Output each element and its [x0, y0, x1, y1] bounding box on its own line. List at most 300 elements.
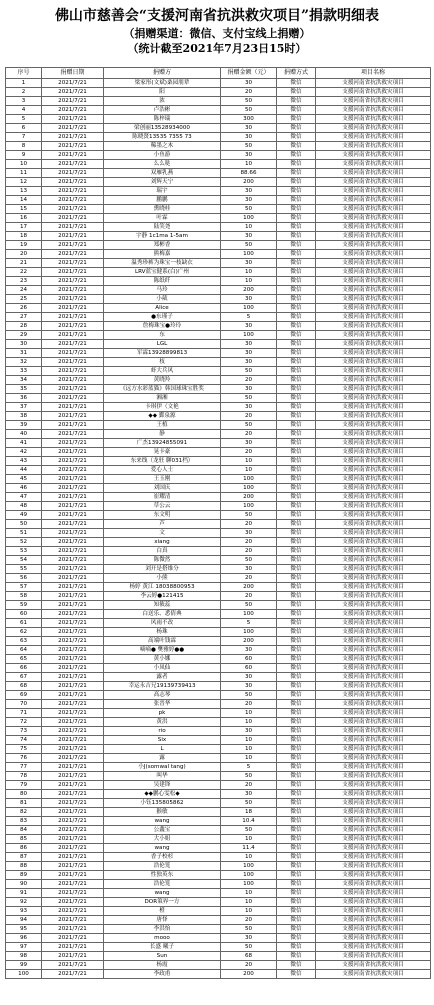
table-row [6, 277, 431, 286]
cell-method: 微信 [277, 655, 316, 664]
cell-method: 微信 [277, 538, 316, 547]
cell-index: 10 [6, 160, 42, 169]
table-row [6, 223, 431, 232]
cell-donor: 王玉刚 [104, 475, 221, 484]
cell-donor: 李云婷●121415 [104, 592, 221, 601]
cell-amount: 50 [221, 826, 277, 835]
cell-index: 78 [6, 772, 42, 781]
cell-project: 支援河南省抗洪救灾项目 [316, 961, 431, 970]
cell-date: 2021/7/21 [42, 394, 104, 403]
cell-project: 支援河南省抗洪救灾项目 [316, 619, 431, 628]
cell-date: 2021/7/21 [42, 601, 104, 610]
cell-method: 微信 [277, 448, 316, 457]
cell-project: 支援河南省抗洪救灾项目 [316, 106, 431, 115]
cell-project: 支援河南省抗洪救灾项目 [316, 745, 431, 754]
cell-method: 微信 [277, 691, 316, 700]
cell-amount: 10 [221, 709, 277, 718]
table-row [6, 385, 431, 394]
cell-method: 微信 [277, 313, 316, 322]
cell-donor: 张晋华 [104, 700, 221, 709]
cell-date: 2021/7/21 [42, 880, 104, 889]
cell-date: 2021/7/21 [42, 295, 104, 304]
cell-index: 20 [6, 250, 42, 259]
cell-project: 支援河南省抗洪救灾项目 [316, 115, 431, 124]
cell-date: 2021/7/21 [42, 718, 104, 727]
cell-donor: 东文明 [104, 511, 221, 520]
cell-method: 微信 [277, 169, 316, 178]
cell-date: 2021/7/21 [42, 619, 104, 628]
table-row [6, 466, 431, 475]
cell-amount: 30 [221, 673, 277, 682]
cell-method: 微信 [277, 952, 316, 961]
cell-amount: 10 [221, 466, 277, 475]
cell-amount: 60 [221, 664, 277, 673]
cell-index: 60 [6, 610, 42, 619]
table-row [6, 502, 431, 511]
cell-date: 2021/7/21 [42, 763, 104, 772]
cell-index: 23 [6, 277, 42, 286]
cell-amount: 68 [221, 952, 277, 961]
cell-index: 73 [6, 727, 42, 736]
cell-project: 支援河南省抗洪救灾项目 [316, 601, 431, 610]
table-row [6, 547, 431, 556]
cell-method: 微信 [277, 763, 316, 772]
cell-donor: 陈梓瑞 [104, 115, 221, 124]
table-row [6, 169, 431, 178]
cell-project: 支援河南省抗洪救灾项目 [316, 772, 431, 781]
cell-amount: 50 [221, 799, 277, 808]
cell-method: 微信 [277, 790, 316, 799]
cell-index: 27 [6, 313, 42, 322]
cell-method: 微信 [277, 718, 316, 727]
table-row [6, 556, 431, 565]
cell-project: 支援河南省抗洪救灾项目 [316, 385, 431, 394]
cell-donor: 性独英东 [104, 871, 221, 880]
table-row [6, 907, 431, 916]
cell-donor: 熏晓桂 [104, 205, 221, 214]
cell-index: 45 [6, 475, 42, 484]
cell-amount: 10 [221, 268, 277, 277]
cell-date: 2021/7/21 [42, 439, 104, 448]
table-row [6, 322, 431, 331]
cell-project: 支援河南省抗洪救灾项目 [316, 664, 431, 673]
cell-index: 87 [6, 853, 42, 862]
cell-project: 支援河南省抗洪救灾项目 [316, 592, 431, 601]
cell-index: 1 [6, 79, 42, 88]
cell-project: 支援河南省抗洪救灾项目 [316, 718, 431, 727]
cell-donor: 杨霞 [104, 961, 221, 970]
cell-donor: 黄晓羚 [104, 376, 221, 385]
donation-table-container [5, 67, 430, 979]
table-row [6, 493, 431, 502]
cell-index: 62 [6, 628, 42, 637]
table-row [6, 259, 431, 268]
cell-method: 微信 [277, 358, 316, 367]
cell-method: 微信 [277, 970, 316, 979]
cell-amount: 50 [221, 601, 277, 610]
cell-amount: 50 [221, 691, 277, 700]
cell-amount: 50 [221, 421, 277, 430]
table-row [6, 898, 431, 907]
cell-donor: 军霖13928899813 [104, 349, 221, 358]
cell-amount: 20 [221, 538, 277, 547]
table-row [6, 817, 431, 826]
cell-date: 2021/7/21 [42, 646, 104, 655]
cell-method: 微信 [277, 349, 316, 358]
cell-project: 支援河南省抗洪救灾项目 [316, 475, 431, 484]
cell-index: 85 [6, 835, 42, 844]
table-row [6, 286, 431, 295]
cell-method: 微信 [277, 835, 316, 844]
cell-method: 微信 [277, 574, 316, 583]
cell-method: 微信 [277, 268, 316, 277]
cell-index: 95 [6, 925, 42, 934]
cell-project: 支援河南省抗洪救灾项目 [316, 943, 431, 952]
cell-method: 微信 [277, 628, 316, 637]
cell-index: 81 [6, 799, 42, 808]
cell-date: 2021/7/21 [42, 700, 104, 709]
cell-date: 2021/7/21 [42, 898, 104, 907]
cell-amount: 50 [221, 394, 277, 403]
cell-amount: 30 [221, 295, 277, 304]
cell-date: 2021/7/21 [42, 664, 104, 673]
cell-date: 2021/7/21 [42, 871, 104, 880]
cell-project: 支援河南省抗洪救灾项目 [316, 259, 431, 268]
table-row [6, 763, 431, 772]
cell-index: 68 [6, 682, 42, 691]
table-row [6, 619, 431, 628]
cell-index: 17 [6, 223, 42, 232]
cell-amount: 50 [221, 142, 277, 151]
cell-amount: 30 [221, 529, 277, 538]
cell-project: 支援河南省抗洪救灾项目 [316, 196, 431, 205]
cell-method: 微信 [277, 961, 316, 970]
cell-amount: 30 [221, 79, 277, 88]
cutoff-note: （统计截至2021年7月23日15时） [127, 42, 307, 55]
cell-index: 69 [6, 691, 42, 700]
cell-method: 微信 [277, 565, 316, 574]
cell-donor: 稀墨之木 [104, 142, 221, 151]
cell-date: 2021/7/21 [42, 853, 104, 862]
cell-amount: 50 [221, 556, 277, 565]
cell-date: 2021/7/21 [42, 934, 104, 943]
cell-project: 支援河南省抗洪救灾项目 [316, 232, 431, 241]
table-row [6, 367, 431, 376]
cell-project: 支援河南省抗洪救灾项目 [316, 250, 431, 259]
cell-index: 25 [6, 295, 42, 304]
table-row [6, 205, 431, 214]
cell-index: 31 [6, 349, 42, 358]
cell-date: 2021/7/21 [42, 448, 104, 457]
cell-date: 2021/7/21 [42, 376, 104, 385]
table-row [6, 700, 431, 709]
cell-index: 76 [6, 754, 42, 763]
cell-method: 微信 [277, 682, 316, 691]
cell-donor: 双雁乳燕 [104, 169, 221, 178]
cell-method: 微信 [277, 709, 316, 718]
cell-method: 微信 [277, 799, 316, 808]
cell-donor: 叫华 [104, 772, 221, 781]
cell-donor: 橙 [104, 907, 221, 916]
cell-donor: 虾大兵风 [104, 367, 221, 376]
cell-amount: 20 [221, 781, 277, 790]
cell-date: 2021/7/21 [42, 313, 104, 322]
cell-amount: 50 [221, 772, 277, 781]
cell-donor: 小鱼游 [104, 151, 221, 160]
cell-project: 支援河南省抗洪救灾项目 [316, 457, 431, 466]
table-row [6, 736, 431, 745]
cell-method: 微信 [277, 97, 316, 106]
cell-project: 支援河南省抗洪救灾项目 [316, 682, 431, 691]
cell-project: 支援河南省抗洪救灾项目 [316, 403, 431, 412]
cell-index: 26 [6, 304, 42, 313]
cell-donor: 刘国庆 [104, 484, 221, 493]
cell-date: 2021/7/21 [42, 970, 104, 979]
cell-date: 2021/7/21 [42, 835, 104, 844]
cell-index: 37 [6, 403, 42, 412]
cell-index: 49 [6, 511, 42, 520]
cell-project: 支援河南省抗洪救灾项目 [316, 826, 431, 835]
donation-table [5, 67, 431, 979]
cell-donor: 小凤仙 [104, 664, 221, 673]
table-row [6, 970, 431, 979]
cell-project: 支援河南省抗洪救灾项目 [316, 547, 431, 556]
cell-index: 19 [6, 241, 42, 250]
cell-donor: 刘开是搭维分 [104, 565, 221, 574]
cell-date: 2021/7/21 [42, 772, 104, 781]
cell-date: 2021/7/21 [42, 160, 104, 169]
cell-index: 55 [6, 565, 42, 574]
cell-donor: 湘湘 [104, 394, 221, 403]
cell-date: 2021/7/21 [42, 358, 104, 367]
cell-index: 3 [6, 97, 42, 106]
cell-index: 33 [6, 367, 42, 376]
cell-date: 2021/7/21 [42, 466, 104, 475]
cell-donor: wang [104, 817, 221, 826]
cell-index: 38 [6, 412, 42, 421]
cell-amount: 10 [221, 907, 277, 916]
cell-date: 2021/7/21 [42, 79, 104, 88]
cell-donor: 小钰135805862 [104, 799, 221, 808]
cell-donor: mooo [104, 934, 221, 943]
cell-index: 59 [6, 601, 42, 610]
cell-amount: 30 [221, 403, 277, 412]
cell-date: 2021/7/21 [42, 385, 104, 394]
cell-project: 支援河南省抗洪救灾项目 [316, 817, 431, 826]
cell-project: 支援河南省抗洪救灾项目 [316, 655, 431, 664]
cell-method: 微信 [277, 727, 316, 736]
cell-index: 14 [6, 196, 42, 205]
table-row [6, 655, 431, 664]
cell-method: 微信 [277, 610, 316, 619]
cell-amount: 30 [221, 790, 277, 799]
table-row [6, 673, 431, 682]
cell-amount: 20 [221, 700, 277, 709]
cell-project: 支援河南省抗洪救灾项目 [316, 763, 431, 772]
cell-donor: 爱心人士 [104, 466, 221, 475]
cell-amount: 50 [221, 106, 277, 115]
cell-date: 2021/7/21 [42, 790, 104, 799]
table-row [6, 268, 431, 277]
cell-project: 支援河南省抗洪救灾项目 [316, 79, 431, 88]
cell-index: 80 [6, 790, 42, 799]
cell-method: 微信 [277, 871, 316, 880]
cell-donor: ●东瑾子 [104, 313, 221, 322]
cell-project: 支援河南省抗洪救灾项目 [316, 394, 431, 403]
cell-amount: 10 [221, 898, 277, 907]
cell-index: 63 [6, 637, 42, 646]
column-header-donor: 捐赠方 [104, 68, 221, 79]
cell-project: 支援河南省抗洪救灾项目 [316, 313, 431, 322]
cell-amount: 50 [221, 97, 277, 106]
cell-donor: 吴建锋 [104, 781, 221, 790]
cell-method: 微信 [277, 556, 316, 565]
cell-date: 2021/7/21 [42, 502, 104, 511]
cell-method: 微信 [277, 853, 316, 862]
table-row [6, 178, 431, 187]
cell-project: 支援河南省抗洪救灾项目 [316, 358, 431, 367]
cell-amount: 100 [221, 610, 277, 619]
cell-date: 2021/7/21 [42, 115, 104, 124]
cell-project: 支援河南省抗洪救灾项目 [316, 160, 431, 169]
cell-amount: 60 [221, 655, 277, 664]
cell-amount: 50 [221, 367, 277, 376]
cell-method: 微信 [277, 529, 316, 538]
cell-amount: 30 [221, 151, 277, 160]
cell-method: 微信 [277, 583, 316, 592]
cell-index: 28 [6, 322, 42, 331]
table-row [6, 574, 431, 583]
cell-project: 支援河南省抗洪救灾项目 [316, 754, 431, 763]
cell-date: 2021/7/21 [42, 475, 104, 484]
table-row [6, 880, 431, 889]
cell-amount: 10 [221, 754, 277, 763]
cell-donor: L [104, 745, 221, 754]
cell-method: 微信 [277, 700, 316, 709]
table-row [6, 448, 431, 457]
cell-method: 微信 [277, 160, 316, 169]
cell-index: 72 [6, 718, 42, 727]
cell-amount: 200 [221, 178, 277, 187]
cell-project: 支援河南省抗洪救灾项目 [316, 178, 431, 187]
cell-project: 支援河南省抗洪救灾项目 [316, 673, 431, 682]
cell-method: 微信 [277, 592, 316, 601]
cell-amount: 100 [221, 304, 277, 313]
cell-method: 微信 [277, 457, 316, 466]
cell-project: 支援河南省抗洪救灾项目 [316, 583, 431, 592]
cell-date: 2021/7/21 [42, 421, 104, 430]
cell-project: 支援河南省抗洪救灾项目 [316, 430, 431, 439]
table-row [6, 772, 431, 781]
cell-index: 61 [6, 619, 42, 628]
table-row [6, 133, 431, 142]
cell-donor: 长盛 曦子 [104, 943, 221, 952]
cell-donor: 宇静 1c1ma 1-5am [104, 232, 221, 241]
cell-amount: 30 [221, 322, 277, 331]
cell-project: 支援河南省抗洪救灾项目 [316, 349, 431, 358]
cell-date: 2021/7/21 [42, 484, 104, 493]
cell-index: 9 [6, 151, 42, 160]
column-header-date: 捐赠日期 [42, 68, 104, 79]
cell-date: 2021/7/21 [42, 727, 104, 736]
cell-donor: 东来线（龙驻 聊031档） [104, 457, 221, 466]
cell-index: 13 [6, 187, 42, 196]
cell-date: 2021/7/21 [42, 754, 104, 763]
cell-index: 82 [6, 808, 42, 817]
cell-project: 支援河南省抗洪救灾项目 [316, 736, 431, 745]
cell-method: 微信 [277, 520, 316, 529]
document-title: 佛山市慈善会“支援河南省抗洪救灾项目”捐款明细表 [54, 8, 380, 24]
cell-donor: 阳 [104, 88, 221, 97]
cell-amount: 20 [221, 430, 277, 439]
table-row [6, 745, 431, 754]
cell-project: 支援河南省抗洪救灾项目 [316, 286, 431, 295]
cell-method: 微信 [277, 466, 316, 475]
cell-method: 微信 [277, 187, 316, 196]
cell-project: 支援河南省抗洪救灾项目 [316, 916, 431, 925]
cell-donor: 叶霖 [104, 214, 221, 223]
cell-project: 支援河南省抗洪救灾项目 [316, 556, 431, 565]
table-row [6, 529, 431, 538]
cell-date: 2021/7/21 [42, 655, 104, 664]
cell-donor: 唐怿 [104, 916, 221, 925]
cell-amount: 10 [221, 835, 277, 844]
cell-donor: 陈纸纤 [104, 277, 221, 286]
cell-donor: 李洪怡 [104, 925, 221, 934]
cell-project: 支援河南省抗洪救灾项目 [316, 241, 431, 250]
cell-amount: 30 [221, 439, 277, 448]
table-row [6, 925, 431, 934]
cell-donor: 香子校杉 [104, 853, 221, 862]
cell-date: 2021/7/21 [42, 511, 104, 520]
cell-index: 53 [6, 547, 42, 556]
cell-method: 微信 [277, 898, 316, 907]
table-header-row [6, 68, 431, 79]
table-row [6, 439, 431, 448]
cell-donor: 幸运永吉兄19139739413 [104, 682, 221, 691]
cell-project: 支援河南省抗洪救灾项目 [316, 880, 431, 889]
cell-method: 微信 [277, 286, 316, 295]
cell-method: 微信 [277, 178, 316, 187]
cell-donor: 嘀嘀● 樊雅婷●● [104, 646, 221, 655]
cell-index: 46 [6, 484, 42, 493]
cell-amount: 30 [221, 187, 277, 196]
cell-index: 71 [6, 709, 42, 718]
cell-date: 2021/7/21 [42, 574, 104, 583]
cell-method: 微信 [277, 493, 316, 502]
cell-index: 84 [6, 826, 42, 835]
table-row [6, 862, 431, 871]
cell-method: 微信 [277, 916, 316, 925]
cell-index: 43 [6, 457, 42, 466]
cell-method: 微信 [277, 475, 316, 484]
cell-date: 2021/7/21 [42, 133, 104, 142]
cell-method: 微信 [277, 646, 316, 655]
table-row [6, 790, 431, 799]
cell-amount: 100 [221, 475, 277, 484]
cell-amount: 30 [221, 349, 277, 358]
cell-method: 微信 [277, 844, 316, 853]
cell-project: 支援河南省抗洪救灾项目 [316, 367, 431, 376]
cell-method: 微信 [277, 925, 316, 934]
cell-project: 支援河南省抗洪救灾项目 [316, 790, 431, 799]
cell-amount: 10 [221, 160, 277, 169]
cell-amount: 20 [221, 547, 277, 556]
cell-donor: 高端叶钱霖 [104, 637, 221, 646]
cell-amount: 30 [221, 340, 277, 349]
cell-index: 24 [6, 286, 42, 295]
cell-index: 70 [6, 700, 42, 709]
